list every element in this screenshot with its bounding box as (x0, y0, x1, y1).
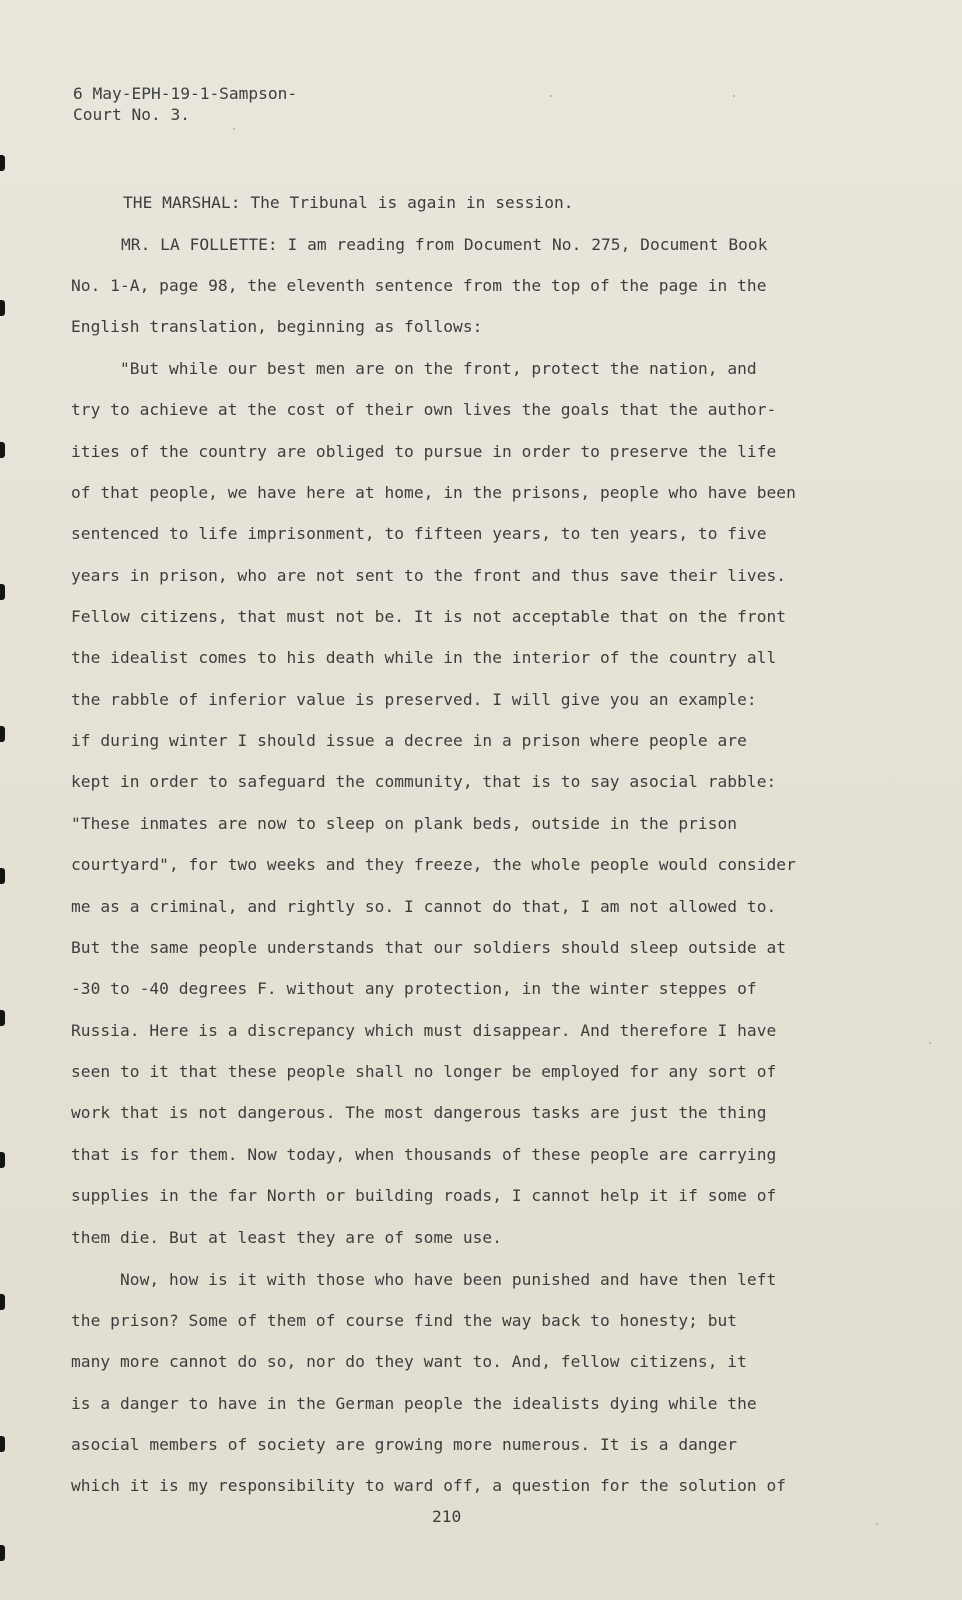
page-number: 210 (432, 1507, 462, 1526)
binding-hole (0, 155, 5, 171)
binding-hole (0, 868, 5, 884)
binding-hole (0, 1152, 5, 1168)
body-line: No. 1-A, page 98, the eleventh sentence from the top of the page in the (71, 276, 767, 295)
body-line: the idealist comes to his death while in the interior of the country all (71, 648, 777, 667)
body-line: if during winter I should issue a decree in a prison where people are (71, 731, 747, 750)
binding-holes (0, 0, 10, 1600)
header-court-line: Court No. 3. (73, 105, 190, 124)
body-line: many more cannot do so, nor do they want to. And, fellow citizens, it (71, 1352, 747, 1371)
body-line: the rabble of inferior value is preserved. I will give you an example: (71, 690, 757, 709)
body-line: -30 to -40 degrees F. without any protection, in the winter steppes of (71, 979, 757, 998)
body-line: English translation, beginning as follows: (71, 317, 483, 336)
body-line: asocial members of society are growing more numerous. It is a danger (71, 1435, 738, 1454)
binding-hole (0, 442, 5, 458)
paper-speck (733, 95, 735, 97)
body-line: MR. LA FOLLETTE: I am reading from Document No. 275, Document Book (121, 235, 768, 254)
body-line: of that people, we have here at home, in the prisons, people who have been (71, 483, 796, 502)
binding-hole (0, 1545, 5, 1561)
binding-hole (0, 1010, 5, 1026)
binding-hole (0, 1436, 5, 1452)
binding-hole (0, 1294, 5, 1310)
body-line: me as a criminal, and rightly so. I cannot do that, I am not allowed to. (71, 897, 777, 916)
body-line: THE MARSHAL: The Tribunal is again in session. (123, 193, 574, 212)
body-line: But the same people understands that our soldiers should sleep outside at (71, 938, 787, 957)
body-line: which it is my responsibility to ward off, a question for the solution of (71, 1476, 787, 1495)
paper-speck (929, 1042, 931, 1044)
document-header (73, 83, 297, 125)
binding-hole (0, 584, 5, 600)
body-line: try to achieve at the cost of their own lives the goals that the author- (71, 400, 777, 419)
body-line: Now, how is it with those who have been punished and have then left (120, 1270, 777, 1289)
body-line: is a danger to have in the German people the idealists dying while the (71, 1394, 757, 1413)
binding-hole (0, 300, 5, 316)
paper-speck (233, 128, 235, 130)
paper-speck (876, 1523, 878, 1525)
body-line: Russia. Here is a discrepancy which must disappear. And therefore I have (71, 1021, 777, 1040)
body-line: years in prison, who are not sent to the front and thus save their lives. (71, 566, 787, 585)
body-line: work that is not dangerous. The most dangerous tasks are just the thing (71, 1103, 767, 1122)
body-line: supplies in the far North or building roads, I cannot help it if some of (71, 1186, 777, 1205)
header-reference-line: 6 May-EPH-19-1-Sampson- (73, 84, 298, 103)
paper-speck (550, 95, 552, 97)
body-line: the prison? Some of them of course find the way back to honesty; but (71, 1311, 738, 1330)
body-line: Fellow citizens, that must not be. It is not acceptable that on the front (71, 607, 787, 626)
body-line: "These inmates are now to sleep on plank beds, outside in the prison (71, 814, 738, 833)
body-line: sentenced to life imprisonment, to fifteen years, to ten years, to five (71, 524, 767, 543)
body-line: seen to it that these people shall no longer be employed for any sort of (71, 1062, 777, 1081)
body-line: ities of the country are obliged to pursue in order to preserve the life (71, 442, 777, 461)
body-line: courtyard", for two weeks and they freeze, the whole people would consider (71, 855, 796, 874)
binding-hole (0, 726, 5, 742)
body-line: them die. But at least they are of some use. (71, 1228, 503, 1247)
body-line: that is for them. Now today, when thousands of these people are carrying (71, 1145, 777, 1164)
body-line: "But while our best men are on the front, protect the nation, and (120, 359, 757, 378)
body-line: kept in order to safeguard the community, that is to say asocial rabble: (71, 772, 777, 791)
